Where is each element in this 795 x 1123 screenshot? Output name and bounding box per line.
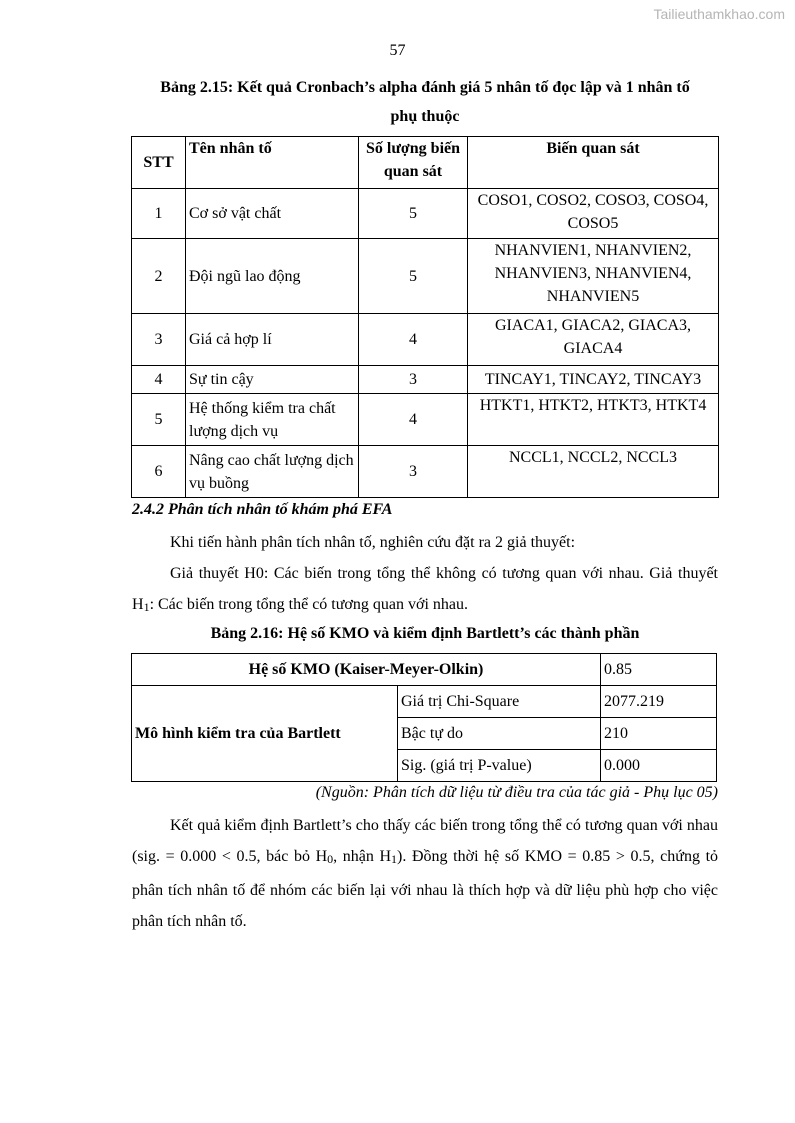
para2-part2: : Các biến trong tổng thể có tương quan với nhau. — [149, 596, 468, 613]
para2-part1: Giả thuyết H0: Các biến trong tổng thể không có tương quan với nhau. Giả thuyết H — [132, 565, 718, 613]
kmo-label: Hệ số KMO (Kaiser-Meyer-Olkin) — [132, 654, 601, 686]
row-count: 5 — [359, 239, 468, 314]
table-row — [132, 686, 717, 718]
row-count: 3 — [359, 446, 468, 498]
table1-caption-line1: Bảng 2.15: Kết quả Cronbach’s alpha đánh giá 5 nhân tố đọc lập và 1 nhân tố — [160, 79, 690, 96]
table-row — [132, 446, 719, 498]
header-stt: STT — [132, 137, 186, 189]
row-variables: NCCL1, NCCL2, NCCL3 — [468, 446, 719, 498]
row-variables: GIACA1, GIACA2, GIACA3, GIACA4 — [468, 314, 719, 366]
source-note: (Nguồn: Phân tích dữ liệu từ điều tra của tác giả - Phụ lục 05) — [315, 784, 718, 801]
header-variables: Biến quan sát — [468, 137, 719, 189]
table2-caption: Bảng 2.16: Hệ số KMO và kiểm định Bartlett’s các thành phần — [210, 625, 640, 642]
para3-part1: Kết quả kiểm định Bartlett’s cho thấy các biến trong tổng thể có tương quan với nhau (sig. = 0.000 < 0.5, bác bỏ H — [132, 817, 718, 865]
row-count: 3 — [359, 366, 468, 394]
row-count: 4 — [359, 394, 468, 446]
bartlett-row-label: Giá trị Chi-Square — [398, 686, 601, 718]
para3-part2: , nhận H — [333, 848, 392, 865]
row-name: Sự tin cậy — [186, 366, 359, 394]
row-name: Cơ sở vật chất — [186, 189, 359, 239]
row-name: Hệ thống kiểm tra chất lượng dịch vụ — [186, 394, 359, 446]
table-row — [132, 239, 719, 314]
row-variables: COSO1, COSO2, COSO3, COSO4, COSO5 — [468, 189, 719, 239]
paragraph-conclusion — [132, 810, 718, 937]
row-count: 5 — [359, 189, 468, 239]
table-row — [132, 189, 719, 239]
kmo-value: 0.85 — [601, 654, 717, 686]
header-count: Số lượng biến quan sát — [359, 137, 468, 189]
paragraph-hypotheses — [132, 558, 718, 623]
table-row — [132, 654, 717, 686]
watermark: Tailieuthamkhao.com — [653, 6, 785, 22]
para3-sub1: 0 — [327, 852, 334, 866]
row-stt: 3 — [132, 314, 186, 366]
bartlett-row-label: Sig. (giá trị P-value) — [398, 750, 601, 782]
table1-caption-line2: phụ thuộc — [390, 108, 460, 125]
row-count: 4 — [359, 314, 468, 366]
kmo-bartlett-table — [131, 653, 717, 782]
row-stt: 4 — [132, 366, 186, 394]
bartlett-row-value: 0.000 — [601, 750, 717, 782]
para3-part3: ). Đồng thời hệ số KMO = 0.85 > 0.5, chứng tỏ phân tích nhân tố để nhóm các biến lại với nhau là thích hợp và dữ liệu phù hợp cho việc phân tích nhân tố. — [132, 848, 719, 930]
bartlett-row-value: 2077.219 — [601, 686, 717, 718]
header-name: Tên nhân tố — [186, 137, 359, 189]
bartlett-row-label: Bậc tự do — [398, 718, 601, 750]
table-row — [132, 394, 719, 446]
row-stt: 2 — [132, 239, 186, 314]
row-name: Đội ngũ lao động — [186, 239, 359, 314]
cronbach-table — [131, 136, 719, 498]
paragraph-hypotheses-intro: Khi tiến hành phân tích nhân tố, nghiên cứu đặt ra 2 giả thuyết: — [170, 534, 576, 551]
table-header-row — [132, 137, 719, 189]
row-variables: NHANVIEN1, NHANVIEN2, NHANVIEN3, NHANVIEN4, NHANVIEN5 — [468, 239, 719, 314]
table-row — [132, 314, 719, 366]
bartlett-row-value: 210 — [601, 718, 717, 750]
table-row — [132, 366, 719, 394]
row-variables: TINCAY1, TINCAY2, TINCAY3 — [468, 366, 719, 394]
row-name: Giá cả hợp lí — [186, 314, 359, 366]
para3-sub2: 1 — [391, 852, 398, 866]
bartlett-label: Mô hình kiểm tra của Bartlett — [132, 686, 398, 782]
row-stt: 6 — [132, 446, 186, 498]
row-name: Nâng cao chất lượng dịch vụ buồng — [186, 446, 359, 498]
para2-sub1: 1 — [143, 600, 150, 614]
row-variables: HTKT1, HTKT2, HTKT3, HTKT4 — [468, 394, 719, 446]
page-number: 57 — [389, 42, 406, 59]
table1-caption — [132, 73, 718, 131]
row-stt: 1 — [132, 189, 186, 239]
section-heading: 2.4.2 Phân tích nhân tố khám phá EFA — [132, 501, 393, 518]
row-stt: 5 — [132, 394, 186, 446]
